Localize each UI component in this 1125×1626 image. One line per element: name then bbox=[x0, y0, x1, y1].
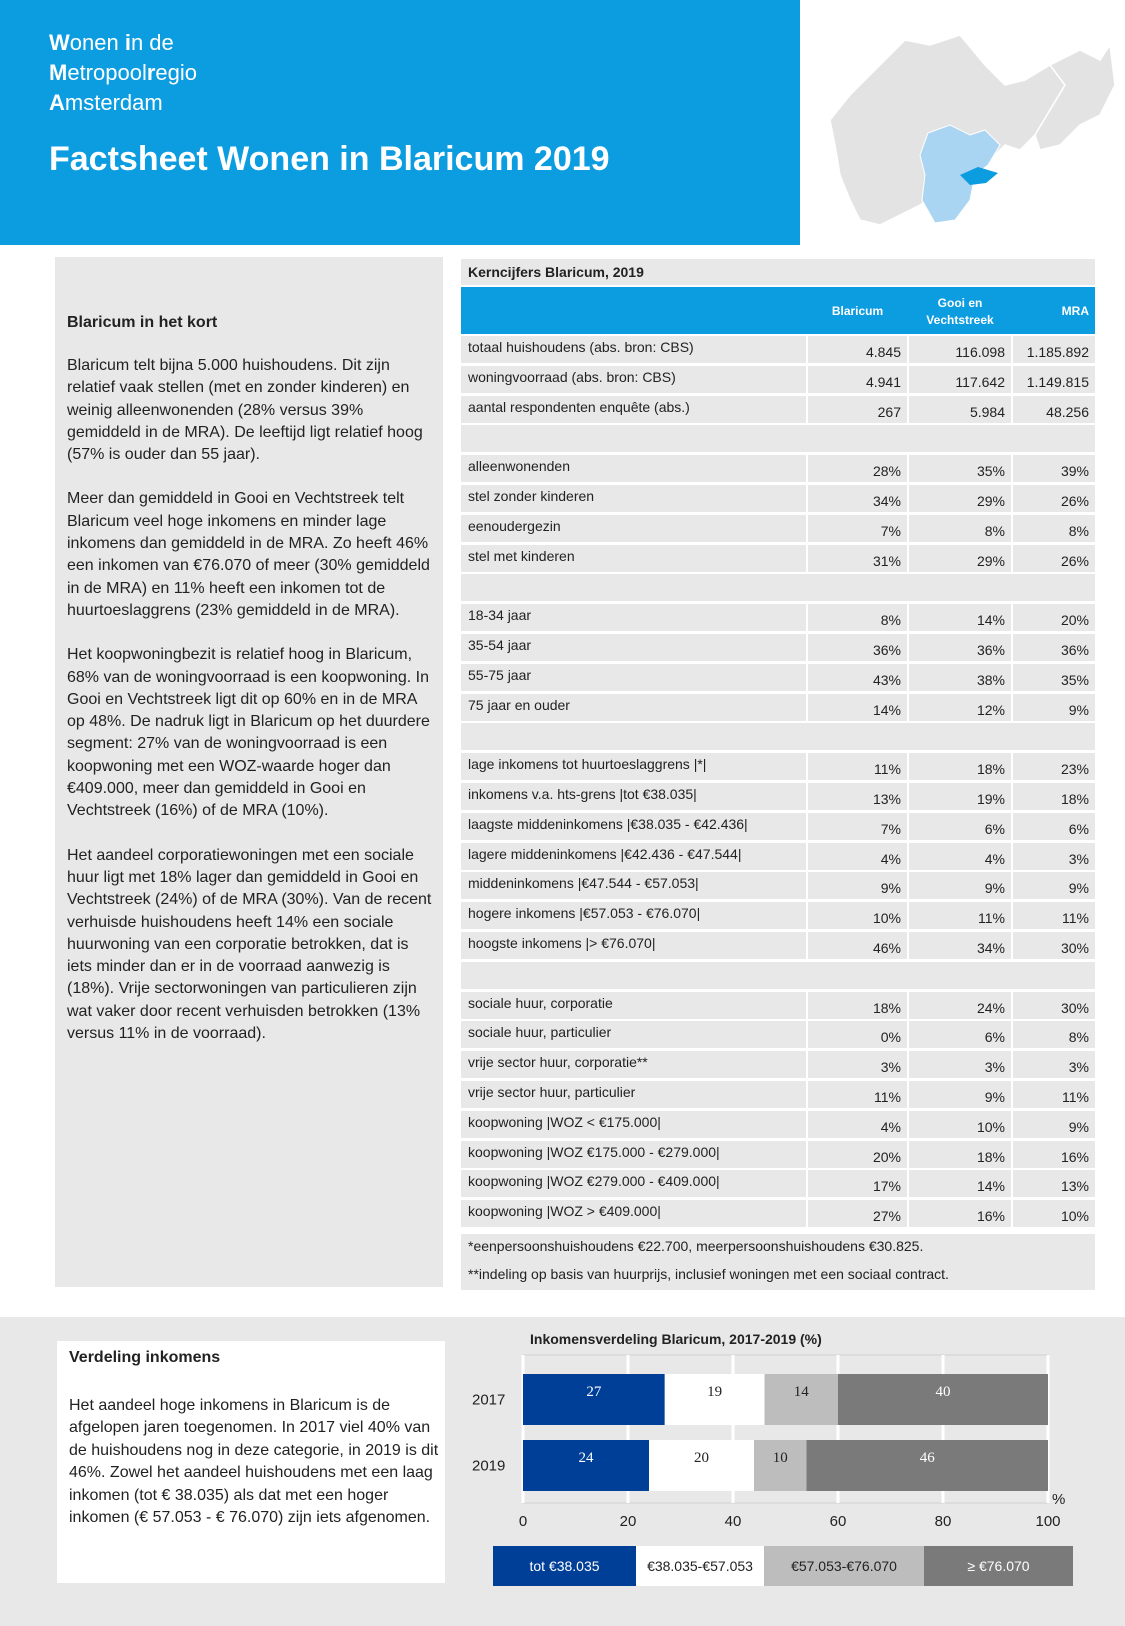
org-line-2: Metropoolregio bbox=[49, 60, 197, 85]
legend-item: €38.035-€57.053 bbox=[636, 1546, 764, 1586]
table-row bbox=[461, 843, 1095, 870]
income-chart bbox=[460, 1350, 1080, 1540]
value-blaricum: 3% bbox=[808, 1051, 907, 1078]
value-blaricum: 36% bbox=[808, 634, 907, 661]
org-line-1: Wonen in de bbox=[49, 30, 174, 55]
column-header-gooi-line1: Gooi en bbox=[937, 296, 983, 310]
value-blaricum: 7% bbox=[808, 813, 907, 840]
table-row bbox=[461, 753, 1095, 780]
organization-name bbox=[49, 28, 197, 118]
table-row bbox=[461, 336, 1095, 363]
row-label: lage inkomens tot huurtoeslaggrens |*| bbox=[461, 753, 806, 780]
row-label: eenoudergezin bbox=[461, 515, 806, 542]
row-label: koopwoning |WOZ > €409.000| bbox=[461, 1200, 806, 1227]
row-label: stel met kinderen bbox=[461, 545, 806, 572]
table-title: Kerncijfers Blaricum, 2019 bbox=[461, 259, 1095, 285]
category-label: 2019 bbox=[472, 1457, 506, 1475]
table-row bbox=[461, 1051, 1095, 1078]
table-row bbox=[461, 783, 1095, 810]
value-gooi-vechtstreek: 9% bbox=[909, 1081, 1011, 1108]
data-label: 14 bbox=[793, 1384, 809, 1400]
row-label: alleenwonenden bbox=[461, 455, 806, 482]
region-map-icon bbox=[810, 25, 1115, 240]
value-blaricum: 31% bbox=[808, 545, 907, 572]
value-gooi-vechtstreek: 12% bbox=[909, 694, 1011, 721]
value-blaricum: 18% bbox=[808, 992, 907, 1019]
value-gooi-vechtstreek: 34% bbox=[909, 932, 1011, 959]
row-label: hogere inkomens |€57.053 - €76.070| bbox=[461, 902, 806, 929]
value-gooi-vechtstreek: 16% bbox=[909, 1200, 1011, 1227]
row-label: lagere middeninkomens |€42.436 - €47.544| bbox=[461, 843, 806, 870]
table-header bbox=[461, 287, 1095, 334]
value-blaricum: 7% bbox=[808, 515, 907, 542]
data-label: 10 bbox=[772, 1450, 788, 1466]
value-gooi-vechtstreek: 24% bbox=[909, 992, 1011, 1019]
table-row bbox=[461, 664, 1095, 691]
table-row bbox=[461, 455, 1095, 482]
table-row bbox=[461, 366, 1095, 393]
table-row bbox=[461, 902, 1095, 929]
legend-item: €57.053-€76.070 bbox=[764, 1546, 924, 1586]
value-blaricum: 9% bbox=[808, 872, 907, 899]
table-row bbox=[461, 634, 1095, 661]
value-mra: 36% bbox=[1013, 634, 1095, 661]
data-label: 46 bbox=[919, 1450, 935, 1466]
row-label: stel zonder kinderen bbox=[461, 485, 806, 512]
table-separator bbox=[461, 962, 1095, 989]
table-separator bbox=[461, 425, 1095, 452]
row-label: vrije sector huur, corporatie** bbox=[461, 1051, 806, 1078]
row-label: 35-54 jaar bbox=[461, 634, 806, 661]
value-mra: 6% bbox=[1013, 813, 1095, 840]
legend-item: tot €38.035 bbox=[493, 1546, 636, 1586]
value-blaricum: 4% bbox=[808, 1111, 907, 1138]
value-blaricum: 43% bbox=[808, 664, 907, 691]
x-tick-label: 40 bbox=[724, 1513, 742, 1530]
value-blaricum: 4% bbox=[808, 843, 907, 870]
column-header-blaricum: Blaricum bbox=[831, 304, 884, 318]
value-gooi-vechtstreek: 19% bbox=[909, 783, 1011, 810]
table-row bbox=[461, 1200, 1095, 1227]
table-separator bbox=[461, 574, 1095, 601]
data-label: 20 bbox=[694, 1450, 709, 1466]
value-mra: 39% bbox=[1013, 455, 1095, 482]
value-mra: 1.149.815 bbox=[1013, 366, 1095, 393]
x-tick-label: 60 bbox=[829, 1513, 847, 1530]
value-mra: 1.185.892 bbox=[1013, 336, 1095, 363]
value-blaricum: 4.845 bbox=[808, 336, 907, 363]
value-mra: 26% bbox=[1013, 545, 1095, 572]
value-mra: 13% bbox=[1013, 1170, 1095, 1197]
value-mra: 35% bbox=[1013, 664, 1095, 691]
value-gooi-vechtstreek: 18% bbox=[909, 753, 1011, 780]
value-gooi-vechtstreek: 3% bbox=[909, 1051, 1011, 1078]
value-gooi-vechtstreek: 4% bbox=[909, 843, 1011, 870]
table-footnote: **indeling op basis van huurprijs, inclusief woningen met een sociaal contract. bbox=[461, 1262, 1095, 1290]
page-title: Factsheet Wonen in Blaricum 2019 bbox=[49, 140, 610, 178]
table-row bbox=[461, 396, 1095, 423]
table-row bbox=[461, 813, 1095, 840]
value-blaricum: 8% bbox=[808, 604, 907, 631]
row-label: vrije sector huur, particulier bbox=[461, 1081, 806, 1108]
value-gooi-vechtstreek: 18% bbox=[909, 1141, 1011, 1168]
table-row bbox=[461, 1081, 1095, 1108]
row-label: laagste middeninkomens |€38.035 - €42.436| bbox=[461, 813, 806, 840]
value-gooi-vechtstreek: 14% bbox=[909, 1170, 1011, 1197]
income-distribution-title: Verdeling inkomens bbox=[69, 1349, 221, 1366]
x-tick-label: 80 bbox=[934, 1513, 952, 1530]
x-tick-label: 0 bbox=[518, 1513, 528, 1530]
summary-title: Blaricum in het kort bbox=[67, 314, 218, 331]
value-gooi-vechtstreek: 11% bbox=[909, 902, 1011, 929]
value-mra: 3% bbox=[1013, 1051, 1095, 1078]
value-blaricum: 4.941 bbox=[808, 366, 907, 393]
value-blaricum: 27% bbox=[808, 1200, 907, 1227]
value-mra: 9% bbox=[1013, 694, 1095, 721]
table-row bbox=[461, 1021, 1095, 1048]
value-mra: 30% bbox=[1013, 992, 1095, 1019]
value-mra: 11% bbox=[1013, 1081, 1095, 1108]
value-mra: 30% bbox=[1013, 932, 1095, 959]
value-gooi-vechtstreek: 117.642 bbox=[909, 366, 1011, 393]
value-gooi-vechtstreek: 8% bbox=[909, 515, 1011, 542]
value-blaricum: 11% bbox=[808, 1081, 907, 1108]
value-mra: 48.256 bbox=[1013, 396, 1095, 423]
value-gooi-vechtstreek: 10% bbox=[909, 1111, 1011, 1138]
table-row bbox=[461, 992, 1095, 1019]
value-gooi-vechtstreek: 29% bbox=[909, 485, 1011, 512]
row-label: 75 jaar en ouder bbox=[461, 694, 806, 721]
table-row bbox=[461, 1141, 1095, 1168]
value-mra: 20% bbox=[1013, 604, 1095, 631]
org-line-3: Amsterdam bbox=[49, 90, 163, 115]
summary-paragraph: Het koopwoningbezit is relatief hoog in Blaricum, 68% van de woningvoorraad is een koopwoning. In Gooi en Vechtstreek ligt dit op 60% en in de MRA op 48%. De nadruk ligt in Blaricum op het duurdere segment: 27% van de woningvoorraad is een koopwoning met een WOZ-waarde hoger dan €409.000, meer dan gemiddeld in Gooi en Vechtstreek (16%) of de MRA (10%). bbox=[67, 646, 430, 820]
row-label: koopwoning |WOZ < €175.000| bbox=[461, 1111, 806, 1138]
value-mra: 10% bbox=[1013, 1200, 1095, 1227]
column-header-gooi-line2: Vechtstreek bbox=[926, 313, 994, 327]
x-tick-label: 100 bbox=[1035, 1513, 1061, 1530]
value-gooi-vechtstreek: 116.098 bbox=[909, 336, 1011, 363]
category-label: 2017 bbox=[472, 1391, 506, 1409]
summary-panel bbox=[55, 257, 443, 1287]
value-blaricum: 267 bbox=[808, 396, 907, 423]
row-label: koopwoning |WOZ €279.000 - €409.000| bbox=[461, 1170, 806, 1197]
table-row bbox=[461, 694, 1095, 721]
legend-item: ≥ €76.070 bbox=[924, 1546, 1073, 1586]
value-gooi-vechtstreek: 5.984 bbox=[909, 396, 1011, 423]
value-blaricum: 34% bbox=[808, 485, 907, 512]
value-mra: 18% bbox=[1013, 783, 1095, 810]
summary-paragraph: Het aandeel corporatiewoningen met een sociale huur ligt met 18% lager dan gemiddeld in Gooi en Vechtstreek (24%) of de MRA (30%). Van de recent verhuisde huishoudens heeft 14% een sociale huurwoning van een corporatie betrokken, dat is iets minder dan er in de voorraad aanwezig is (18%). Vrije sectorwoningen van particulieren zijn wat vaker door recent verhuisden betrokken (13% versus 11% in de voorraad). bbox=[67, 846, 432, 1043]
row-label: sociale huur, particulier bbox=[461, 1021, 806, 1048]
summary-paragraph: Meer dan gemiddeld in Gooi en Vechtstreek telt Blaricum veel hoge inkomens en minder lage inkomens dan gemiddeld in de MRA. Zo heeft 46% een inkomen van €76.070 of meer (30% gemiddeld in de MRA) en 11% heeft een inkomen tot de huurtoeslaggrens (23% gemiddeld in de MRA). bbox=[67, 490, 430, 619]
table-row bbox=[461, 872, 1095, 899]
value-mra: 23% bbox=[1013, 753, 1095, 780]
value-mra: 11% bbox=[1013, 902, 1095, 929]
row-label: middeninkomens |€47.544 - €57.053| bbox=[461, 872, 806, 899]
value-mra: 9% bbox=[1013, 1111, 1095, 1138]
table-row bbox=[461, 485, 1095, 512]
value-mra: 3% bbox=[1013, 843, 1095, 870]
value-gooi-vechtstreek: 35% bbox=[909, 455, 1011, 482]
value-mra: 8% bbox=[1013, 515, 1095, 542]
value-mra: 16% bbox=[1013, 1141, 1095, 1168]
value-blaricum: 13% bbox=[808, 783, 907, 810]
value-gooi-vechtstreek: 14% bbox=[909, 604, 1011, 631]
value-blaricum: 17% bbox=[808, 1170, 907, 1197]
value-gooi-vechtstreek: 9% bbox=[909, 872, 1011, 899]
header-banner bbox=[0, 0, 800, 245]
column-header-mra: MRA bbox=[1061, 304, 1089, 318]
table-footnote: *eenpersoonshuishoudens €22.700, meerpersoonshuishoudens €30.825. bbox=[461, 1234, 1095, 1262]
value-gooi-vechtstreek: 29% bbox=[909, 545, 1011, 572]
data-label: 27 bbox=[586, 1384, 602, 1400]
value-blaricum: 20% bbox=[808, 1141, 907, 1168]
x-tick-label: 20 bbox=[619, 1513, 637, 1530]
income-distribution-text: Het aandeel hoge inkomens in Blaricum is de afgelopen jaren toegenomen. In 2017 viel 40% van de huishoudens nog in deze categorie, in 2019 is dit 46%. Zowel het aandeel huishoudens met een laag inkomen (tot € 38.035) als dat met een hoger inkomen (€ 57.053 - € 76.070) zijn iets afgenomen. bbox=[69, 1397, 439, 1527]
summary-text bbox=[67, 355, 437, 1067]
table-row bbox=[461, 545, 1095, 572]
row-label: sociale huur, corporatie bbox=[461, 992, 806, 1019]
value-gooi-vechtstreek: 6% bbox=[909, 1021, 1011, 1048]
table-row bbox=[461, 515, 1095, 542]
row-label: woningvoorraad (abs. bron: CBS) bbox=[461, 366, 806, 393]
data-label: 19 bbox=[707, 1384, 723, 1400]
value-mra: 26% bbox=[1013, 485, 1095, 512]
chart-legend bbox=[493, 1546, 1073, 1586]
value-blaricum: 28% bbox=[808, 455, 907, 482]
income-distribution-box bbox=[57, 1341, 445, 1583]
value-blaricum: 11% bbox=[808, 753, 907, 780]
table-separator bbox=[461, 723, 1095, 750]
value-blaricum: 0% bbox=[808, 1021, 907, 1048]
row-label: koopwoning |WOZ €175.000 - €279.000| bbox=[461, 1141, 806, 1168]
table-row bbox=[461, 604, 1095, 631]
table-row bbox=[461, 932, 1095, 959]
value-gooi-vechtstreek: 36% bbox=[909, 634, 1011, 661]
value-gooi-vechtstreek: 6% bbox=[909, 813, 1011, 840]
data-label: 40 bbox=[935, 1384, 951, 1400]
chart-title: Inkomensverdeling Blaricum, 2017-2019 (%) bbox=[530, 1331, 822, 1347]
value-blaricum: 14% bbox=[808, 694, 907, 721]
table-row bbox=[461, 1111, 1095, 1138]
table-row bbox=[461, 1170, 1095, 1197]
row-label: totaal huishoudens (abs. bron: CBS) bbox=[461, 336, 806, 363]
value-blaricum: 46% bbox=[808, 932, 907, 959]
value-mra: 8% bbox=[1013, 1021, 1095, 1048]
value-blaricum: 10% bbox=[808, 902, 907, 929]
data-label: 24 bbox=[578, 1450, 594, 1466]
row-label: 55-75 jaar bbox=[461, 664, 806, 691]
value-mra: 9% bbox=[1013, 872, 1095, 899]
x-unit-label: % bbox=[1052, 1491, 1066, 1508]
summary-paragraph: Blaricum telt bijna 5.000 huishoudens. Dit zijn relatief vaak stellen (met en zonder kinderen) en weinig alleenwonenden (28% versus 39% gemiddeld in de MRA). De leeftijd ligt relatief hoog (57% is ouder dan 55 jaar). bbox=[67, 357, 423, 464]
row-label: 18-34 jaar bbox=[461, 604, 806, 631]
value-gooi-vechtstreek: 38% bbox=[909, 664, 1011, 691]
row-label: inkomens v.a. hts-grens |tot €38.035| bbox=[461, 783, 806, 810]
row-label: hoogste inkomens |> €76.070| bbox=[461, 932, 806, 959]
row-label: aantal respondenten enquête (abs.) bbox=[461, 396, 806, 423]
